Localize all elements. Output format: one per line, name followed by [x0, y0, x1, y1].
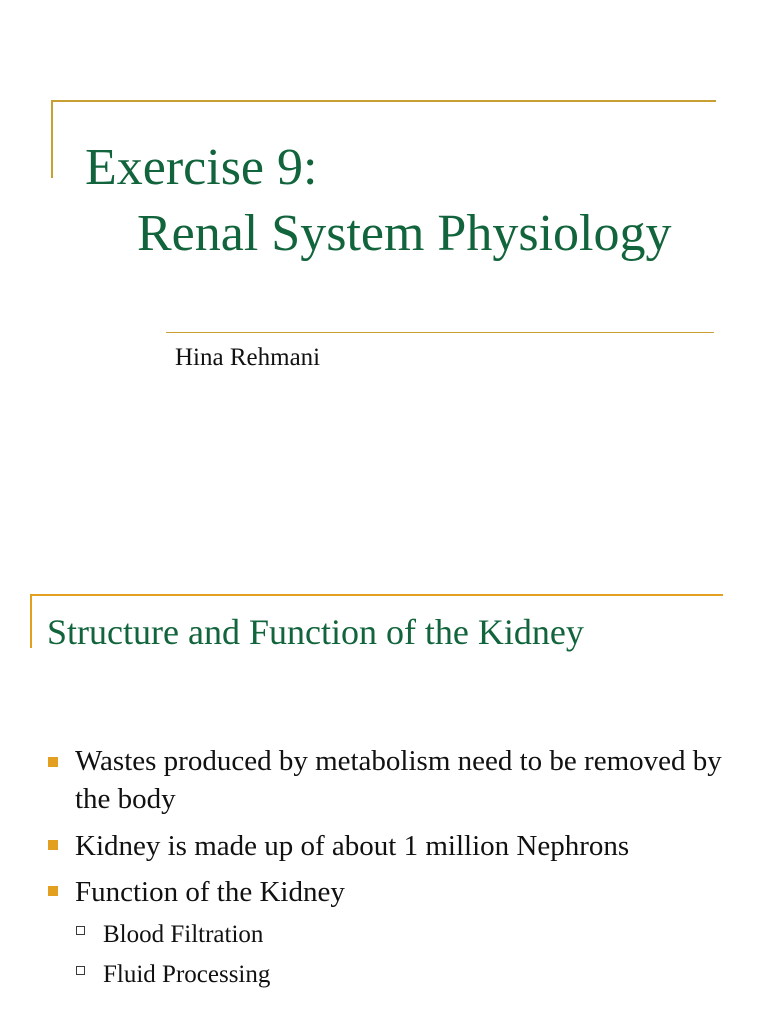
- sub-bullet-box-icon: [76, 926, 85, 935]
- bullet-square-icon: [48, 757, 58, 767]
- bullet-item: Function of the Kidney: [75, 876, 345, 908]
- content-slide-heading: Structure and Function of the Kidney: [47, 612, 584, 652]
- sub-bullet-item: Blood Filtration: [103, 921, 264, 948]
- title-frame-top-rule: [51, 100, 716, 102]
- sub-bullet-box-icon: [76, 966, 85, 975]
- bullet-square-icon: [48, 886, 58, 896]
- title-frame-left-rule: [51, 100, 53, 178]
- bullet-item: Wastes produced by metabolism need to be removed by the body: [75, 745, 722, 815]
- content-frame-top-rule: [30, 594, 723, 596]
- bullet-item: Kidney is made up of about 1 million Nephrons: [75, 830, 630, 862]
- content-frame-left-rule: [30, 594, 32, 648]
- subtitle-divider: [166, 332, 714, 333]
- slide-title-line-2: Renal System Physiology: [137, 205, 672, 262]
- slide-title-line-1: Exercise 9:: [85, 139, 318, 196]
- sub-bullet-item: Fluid Processing: [103, 961, 271, 988]
- bullet-square-icon: [48, 840, 58, 850]
- content-slide: [0, 512, 768, 1024]
- author-name: Hina Rehmani: [175, 344, 321, 371]
